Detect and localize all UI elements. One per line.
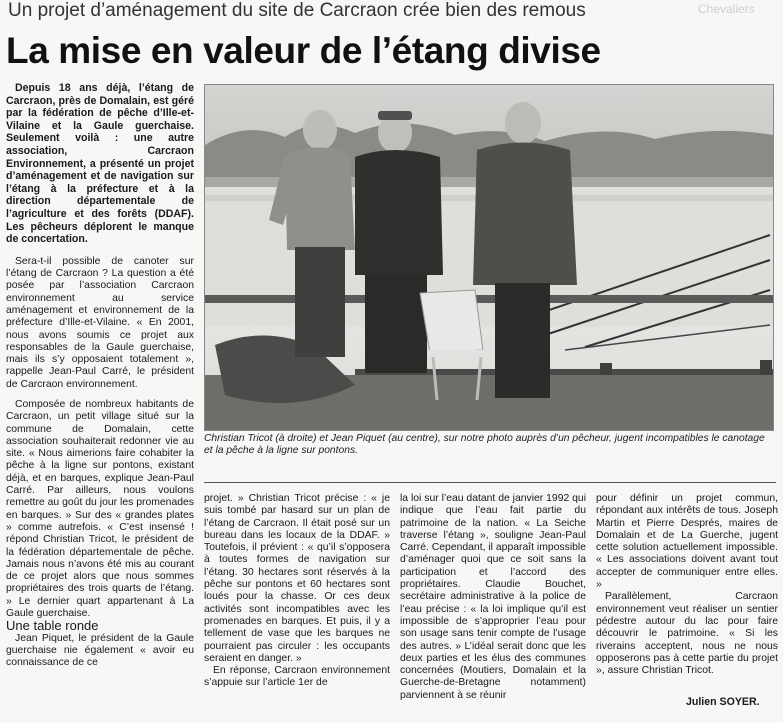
byline: Julien SOYER. [686, 696, 760, 708]
article-column-1 [6, 82, 194, 722]
adjacent-page-bleed: Chevaliers [698, 2, 755, 16]
col2-paragraph-1: projet. » Christian Tricot précise : « je suis tombé par hasard sur un plan de l’étang de Carcraon. Il était posé sur un bureau dans les locaux de la DDAF. » Toutefois, il prévient : « qu’il s’opposera à toutes formes de navigation sur l’étang. 30 hectares sont réservés à la pêche sur pontons et 60 hectares sont loués pour la chasse. Or ces deux activités sont incompatibles avec les promenades en barques. Et puis, il y a tellement de vase que les barques ne pourraient pas circuler : les occupants seraient en danger. » [204, 493, 390, 664]
article-column-4 [596, 493, 778, 723]
photo-illustration [205, 85, 773, 430]
article-column-2 [204, 493, 390, 723]
col2-paragraph-2: En réponse, Carcraon environnement s’appuie sur l’article 1er de [204, 665, 390, 689]
col4-paragraph-1: pour définir un projet commun, répondant aux intérêts de tous. Joseph Martin et Pierre Després, maires de Domalain et de La Guerche, jugent cette solution actuellement impossible. « Les associations doivent avant tout accepter de communiquer entre elles. » [596, 493, 778, 591]
article-column-3 [400, 493, 586, 723]
col1-paragraph-3: Jean Piquet, le président de la Gaule guerchaise nie également « avoir eu connaissance de ce [6, 632, 194, 669]
col3-paragraph-1: la loi sur l’eau datant de janvier 1992 qui indique que l’eau fait partie du patrimoine de la nation. « La Seiche traverse l’étang », souligne Jean-Paul Carré. Cependant, il apparaît impossible d’aménager quoi que ce soit sans la participation et l’accord des propriétaires. Claudie Bouchet, secrétaire administrative à la police de l’eau précise : « la loi implique qu’il est impossible de s’approprier l’eau pour son usage sans tenir compte de l’usage des autres. » L’idéal serait donc que les deux parties et les élus des communes concernées (Moutiers, Domalain et la Guerche-de-Bretagne notamment) parviennent à se réunir [400, 493, 586, 701]
photo-caption: Christian Tricot (à droite) et Jean Piquet (au centre), sur notre photo auprès d’un pêcheur, jugent incompatibles le canotage et la pêche à la ligne sur pontons. [204, 433, 765, 457]
article-photo [204, 84, 774, 431]
subhead-table-ronde: Une table ronde [6, 618, 99, 634]
article-headline: La mise en valeur de l’étang divise [6, 30, 601, 71]
caption-rule [204, 482, 776, 483]
article-kicker: Un projet d’aménagement du site de Carcraon crée bien des remous [8, 0, 586, 21]
col1-paragraph-2: Composée de nombreux habitants de Carcraon, un petit village situé sur la commune de Domalain, cette association souhaiterait redonner vie au site. « Nous aimerions faire cohabiter la pêche à la ligne sur pontons, existant déjà, et en barques, explique Jean-Paul Carré. Par ailleurs, nous voulons remettre au goût du jour les promenades en barques. » Sur des « grandes plates » comme autrefois. « C’est insensé ! répond Christian Tricot, le président de la fédération départementale de pêche. Jamais nous n’avons été mis au courant de ce projet alors que nous sommes propriétaires des trois quarts de l’étang. » Le dernier quart appartenant à La Gaule guerchaise. [6, 398, 194, 620]
article-lede: Depuis 18 ans déjà, l’étang de Carcraon, près de Domalain, est géré par la fédération de pêche d’Ille-et-Vilaine et la Gaule guerchaise. Seulement voilà : une autre association, Carcraon Environnement, a présenté un projet d’aménagement et de navigation sur l’étang à la préfecture et à la direction départementale de l’agriculture et des forêts (DDAF). Les pêcheurs déplorent le manque de concertation. [6, 82, 194, 246]
col1-paragraph-1: Sera-t-il possible de canoter sur l’étang de Carcraon ? La question a été posée par l’association Carcraon environnement au service aménagement et environnement de la préfecture d’Ille-et-Vilaine. « En 2001, nous avons soumis ce projet aux responsables de la Gaule guerchaise, mais ils s’y opposaient totalement », rappelle Jean-Paul Carré, le président de Carcraon environnement. [6, 255, 194, 390]
col4-paragraph-2: Parallèlement, Carcraon environnement veut réaliser un sentier pédestre autour du lac pour faire découvrir le patrimoine. « Si les riverains acceptent, nous ne nous opposerons pas à cette partie du projet », assure Christian Tricot. [596, 591, 778, 677]
